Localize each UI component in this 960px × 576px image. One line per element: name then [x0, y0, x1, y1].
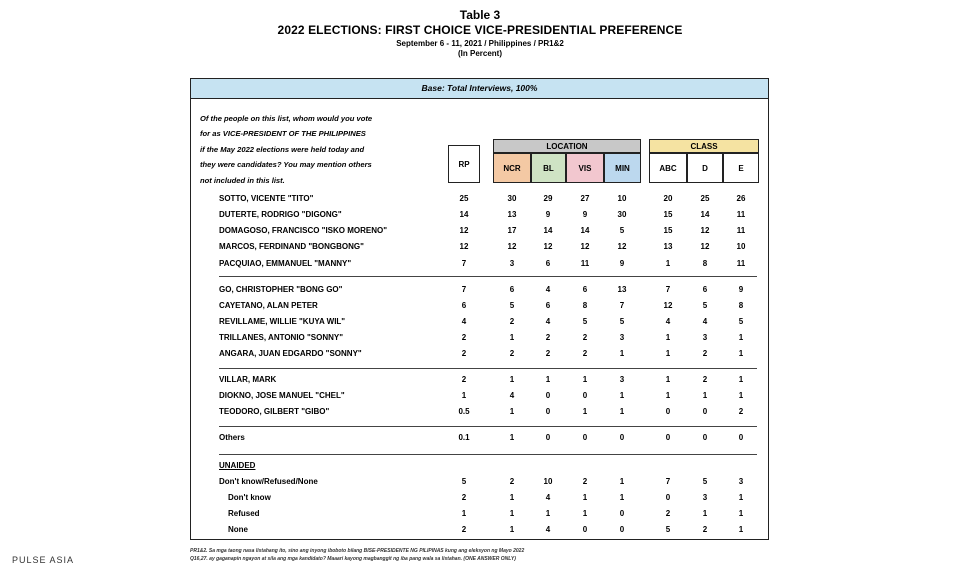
header-vis: VIS	[566, 153, 604, 183]
value-cell: 0	[545, 407, 551, 416]
value-cell: 1	[509, 433, 515, 442]
header-abc: ABC	[649, 153, 687, 183]
value-cell: 2	[582, 333, 588, 342]
value-cell: 13	[507, 210, 517, 219]
table-row	[191, 256, 768, 272]
value-cell: 12	[507, 242, 517, 251]
question-line: if the May 2022 elections were held today and	[200, 144, 365, 154]
value-cell: 1	[619, 391, 625, 400]
table-row	[191, 372, 768, 388]
header-location: LOCATION	[493, 139, 641, 153]
value-cell: 2	[545, 349, 551, 358]
value-cell: 1	[738, 333, 744, 342]
value-cell: 13	[617, 285, 627, 294]
value-cell: 1	[582, 375, 588, 384]
table-row	[191, 346, 768, 362]
footnote-line: Q16,27. ay gaganapin ngayon at sila ang mga kandidato? Maaari kayong magbanggit ng iba pang wala sa listahan. (ONE ANSWER ONLY)	[190, 556, 516, 562]
row-label: DUTERTE, RODRIGO "DIGONG"	[219, 210, 342, 219]
value-cell: 7	[665, 285, 671, 294]
value-cell: 12	[700, 242, 710, 251]
value-cell: 3	[509, 259, 515, 268]
value-cell: 25	[700, 194, 710, 203]
table-row	[191, 430, 768, 446]
value-cell: 1	[738, 375, 744, 384]
value-cell: 12	[663, 301, 673, 310]
value-cell: 2	[509, 349, 515, 358]
value-cell: 20	[663, 194, 673, 203]
value-cell: 0	[582, 391, 588, 400]
table-row	[191, 239, 768, 255]
value-cell: 1	[619, 477, 625, 486]
table-title-block	[0, 8, 960, 59]
row-label: TRILLANES, ANTONIO "SONNY"	[219, 333, 344, 342]
value-cell: 0	[619, 433, 625, 442]
value-cell: 9	[619, 259, 625, 268]
value-cell: 1	[582, 407, 588, 416]
question-line: Of the people on this list, whom would you vote	[200, 114, 373, 123]
table-row	[191, 330, 768, 346]
table-row	[191, 458, 768, 474]
value-cell: 4	[545, 525, 551, 534]
row-label: None	[228, 525, 248, 534]
value-cell: 6	[545, 301, 551, 310]
group-separator	[219, 454, 757, 455]
value-cell: 4	[545, 493, 551, 502]
header-rp: RP	[448, 145, 480, 183]
value-cell: 4	[545, 285, 551, 294]
value-cell: 6	[461, 301, 467, 310]
value-cell: 2	[461, 349, 467, 358]
value-cell: 8	[702, 259, 708, 268]
value-cell: 1	[702, 509, 708, 518]
value-cell: 0.1	[458, 433, 470, 442]
value-cell: 9	[582, 210, 588, 219]
value-cell: 1	[665, 391, 671, 400]
value-cell: 10	[617, 194, 627, 203]
table-title: 2022 ELECTIONS: FIRST CHOICE VICE-PRESIDENTIAL PREFERENCE	[277, 23, 683, 37]
value-cell: 4	[509, 391, 515, 400]
header-d: D	[687, 153, 723, 183]
value-cell: 1	[582, 509, 588, 518]
value-cell: 14	[459, 210, 469, 219]
row-label: Don't know	[228, 493, 271, 502]
value-cell: 1	[665, 333, 671, 342]
question-line: for as VICE-PRESIDENT OF THE PHILIPPINES	[200, 129, 366, 139]
value-cell: 13	[663, 242, 673, 251]
value-cell: 11	[580, 259, 590, 268]
row-label: GO, CHRISTOPHER "BONG GO"	[219, 285, 343, 294]
value-cell: 5	[619, 317, 625, 326]
value-cell: 6	[509, 285, 515, 294]
value-cell: 30	[617, 210, 627, 219]
value-cell: 2	[509, 317, 515, 326]
value-cell: 2	[461, 375, 467, 384]
value-cell: 12	[459, 242, 469, 251]
value-cell: 6	[702, 285, 708, 294]
value-cell: 1	[738, 525, 744, 534]
value-cell: 14	[700, 210, 710, 219]
value-cell: 15	[663, 226, 673, 235]
table-unit: (In Percent)	[457, 49, 502, 58]
value-cell: 1	[738, 509, 744, 518]
group-separator	[219, 368, 757, 369]
value-cell: 14	[543, 226, 553, 235]
value-cell: 2	[665, 509, 671, 518]
value-cell: 3	[702, 493, 708, 502]
value-cell: 5	[702, 477, 708, 486]
value-cell: 0	[545, 433, 551, 442]
value-cell: 9	[738, 285, 744, 294]
value-cell: 6	[582, 285, 588, 294]
value-cell: 1	[582, 493, 588, 502]
brand-label: PULSE ASIA	[12, 555, 75, 565]
row-label: UNAIDED	[219, 461, 256, 470]
value-cell: 11	[736, 226, 746, 235]
header-class: CLASS	[649, 139, 759, 153]
question-text	[200, 111, 420, 188]
value-cell: 8	[582, 301, 588, 310]
value-cell: 25	[459, 194, 469, 203]
row-label: CAYETANO, ALAN PETER	[219, 301, 318, 310]
value-cell: 15	[663, 210, 673, 219]
table-row	[191, 388, 768, 404]
footnote	[190, 547, 790, 563]
table-subtitle: September 6 - 11, 2021 / Philippines / PR1&2	[396, 39, 564, 48]
value-cell: 1	[509, 525, 515, 534]
value-cell: 1	[545, 375, 551, 384]
value-cell: 2	[461, 493, 467, 502]
table-row	[191, 207, 768, 223]
value-cell: 0	[665, 407, 671, 416]
value-cell: 27	[580, 194, 590, 203]
value-cell: 1	[509, 375, 515, 384]
value-cell: 1	[461, 391, 467, 400]
value-cell: 12	[700, 226, 710, 235]
value-cell: 1	[509, 333, 515, 342]
header-e: E	[723, 153, 759, 183]
group-separator	[219, 276, 757, 277]
value-cell: 5	[665, 525, 671, 534]
value-cell: 4	[545, 317, 551, 326]
table-row	[191, 314, 768, 330]
row-label: ANGARA, JUAN EDGARDO "SONNY"	[219, 349, 362, 358]
header-bl: BL	[531, 153, 566, 183]
header-min: MIN	[604, 153, 641, 183]
table-row	[191, 282, 768, 298]
value-cell: 1	[619, 349, 625, 358]
value-cell: 5	[582, 317, 588, 326]
value-cell: 7	[665, 477, 671, 486]
row-label: TEODORO, GILBERT "GIBO"	[219, 407, 330, 416]
table-row	[191, 474, 768, 490]
value-cell: 0	[619, 509, 625, 518]
value-cell: 10	[736, 242, 746, 251]
value-cell: 5	[619, 226, 625, 235]
value-cell: 0	[582, 433, 588, 442]
footnote-line: PR1&2. Sa mga taong nasa listahang ito, sino ang inyong iboboto bilang BISE-PRESIDENTE NG PILIPINAS kung ang eleksyon ng Mayo 2022	[190, 548, 525, 554]
value-cell: 11	[736, 259, 746, 268]
table-row	[191, 298, 768, 314]
value-cell: 5	[461, 477, 467, 486]
value-cell: 1	[738, 391, 744, 400]
row-label: MARCOS, FERDINAND "BONGBONG"	[219, 242, 364, 251]
value-cell: 3	[619, 375, 625, 384]
value-cell: 7	[461, 285, 467, 294]
value-cell: 1	[509, 509, 515, 518]
base-bar: Base: Total Interviews, 100%	[191, 79, 768, 99]
value-cell: 5	[509, 301, 515, 310]
value-cell: 0	[665, 493, 671, 502]
value-cell: 2	[702, 375, 708, 384]
value-cell: 3	[702, 333, 708, 342]
value-cell: 1	[738, 493, 744, 502]
value-cell: 4	[702, 317, 708, 326]
header-ncr: NCR	[493, 153, 531, 183]
value-cell: 2	[545, 333, 551, 342]
table-row	[191, 404, 768, 420]
value-cell: 4	[665, 317, 671, 326]
value-cell: 0	[702, 407, 708, 416]
table-row	[191, 490, 768, 506]
value-cell: 5	[738, 317, 744, 326]
value-cell: 5	[702, 301, 708, 310]
table-row	[191, 191, 768, 207]
value-cell: 1	[509, 493, 515, 502]
value-cell: 1	[665, 259, 671, 268]
row-label: VILLAR, MARK	[219, 375, 277, 384]
group-separator	[219, 426, 757, 427]
value-cell: 0.5	[458, 407, 470, 416]
value-cell: 2	[582, 349, 588, 358]
value-cell: 1	[545, 509, 551, 518]
value-cell: 3	[738, 477, 744, 486]
value-cell: 14	[580, 226, 590, 235]
value-cell: 8	[738, 301, 744, 310]
value-cell: 1	[738, 349, 744, 358]
value-cell: 0	[545, 391, 551, 400]
value-cell: 1	[665, 375, 671, 384]
value-cell: 3	[619, 333, 625, 342]
question-line: not included in this list.	[200, 175, 285, 185]
results-table	[190, 78, 769, 540]
value-cell: 9	[545, 210, 551, 219]
row-label: Others	[219, 433, 245, 442]
value-cell: 29	[543, 194, 553, 203]
value-cell: 11	[736, 210, 746, 219]
value-cell: 0	[619, 525, 625, 534]
table-number: Table 3	[459, 8, 501, 22]
value-cell: 10	[543, 477, 553, 486]
row-label: DOMAGOSO, FRANCISCO "ISKO MORENO"	[219, 226, 388, 235]
value-cell: 1	[461, 509, 467, 518]
question-line: they were candidates? You may mention others	[200, 160, 372, 170]
value-cell: 6	[545, 259, 551, 268]
value-cell: 2	[702, 349, 708, 358]
value-cell: 2	[738, 407, 744, 416]
value-cell: 2	[509, 477, 515, 486]
value-cell: 30	[507, 194, 517, 203]
value-cell: 12	[543, 242, 553, 251]
value-cell: 2	[582, 477, 588, 486]
value-cell: 0	[738, 433, 744, 442]
value-cell: 2	[461, 525, 467, 534]
row-label: REVILLAME, WILLIE "KUYA WIL"	[219, 317, 346, 326]
value-cell: 7	[461, 259, 467, 268]
value-cell: 26	[736, 194, 746, 203]
value-cell: 17	[507, 226, 517, 235]
value-cell: 1	[665, 349, 671, 358]
value-cell: 2	[461, 333, 467, 342]
row-label: Don't know/Refused/None	[219, 477, 318, 486]
value-cell: 1	[509, 407, 515, 416]
value-cell: 0	[702, 433, 708, 442]
value-cell: 1	[619, 407, 625, 416]
row-label: PACQUIAO, EMMANUEL "MANNY"	[219, 259, 352, 268]
value-cell: 7	[619, 301, 625, 310]
value-cell: 1	[619, 493, 625, 502]
value-cell: 0	[582, 525, 588, 534]
value-cell: 12	[580, 242, 590, 251]
table-row	[191, 223, 768, 239]
value-cell: 2	[702, 525, 708, 534]
row-label: SOTTO, VICENTE "TITO"	[219, 194, 314, 203]
value-cell: 4	[461, 317, 467, 326]
value-cell: 12	[617, 242, 627, 251]
value-cell: 0	[665, 433, 671, 442]
row-label: DIOKNO, JOSE MANUEL "CHEL"	[219, 391, 345, 400]
row-label: Refused	[228, 509, 260, 518]
table-row	[191, 506, 768, 522]
table-row	[191, 522, 768, 538]
value-cell: 12	[459, 226, 469, 235]
value-cell: 1	[702, 391, 708, 400]
